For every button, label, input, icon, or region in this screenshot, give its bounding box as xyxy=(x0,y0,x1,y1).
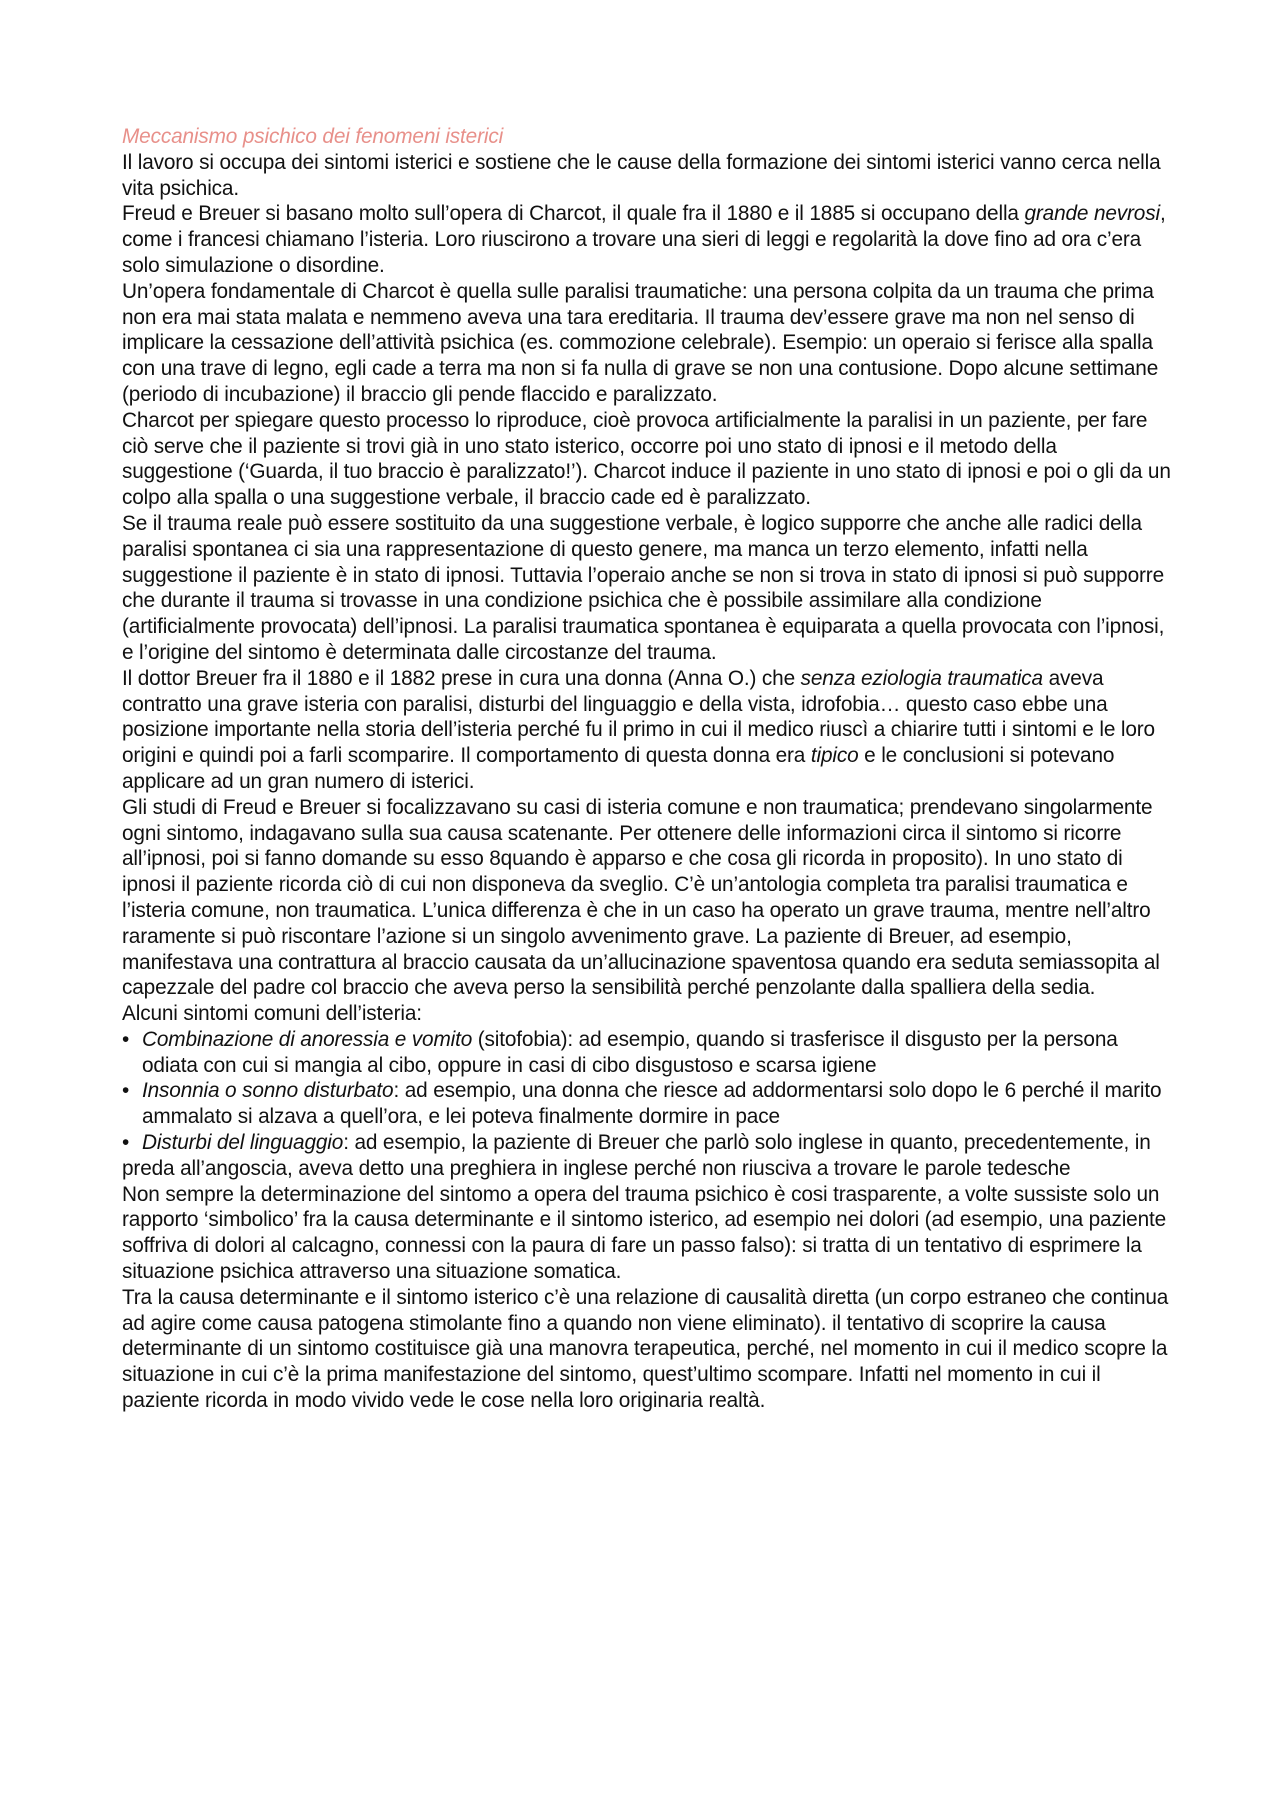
paragraph-text: Il dottor Breuer fra il 1880 e il 1882 prese in cura una donna (Anna O.) che xyxy=(122,666,801,690)
section-title: Meccanismo psichico dei fenomeni isterici xyxy=(122,125,504,148)
list-item xyxy=(122,1027,1172,1079)
paragraph-intro: Il lavoro si occupa dei sintomi isterici e sostiene che le cause della formazione dei sintomi isterici vanno cerca nella vita psichica. xyxy=(122,150,1161,200)
list-item-text: : ad esempio, la paziente di Breuer che parlò solo inglese in quanto, precedentemente, in preda all’angoscia, aveva detto una preghiera in inglese perché non riusciva a trovare le parole tedesche xyxy=(122,1131,1151,1180)
symptom-list xyxy=(122,1027,1172,1182)
list-item xyxy=(122,1130,1172,1182)
paragraph-anna-o xyxy=(122,666,1172,795)
paragraph-charcot-grande-nevrosi xyxy=(122,201,1172,278)
list-item xyxy=(122,1078,1172,1130)
italic-term: grande nevrosi xyxy=(1024,202,1160,226)
bullet-marker: • xyxy=(122,1027,130,1051)
paragraph-rapporto-simbolico: Non sempre la determinazione del sintomo a opera del trauma psichico è cosi trasparente, a volte sussiste solo un rapporto ‘simbolico’ fra la causa determinante e il sintomo isterico, ad esempio nei dolori (ad esempio, una paziente soffriva di dolori al calcagno, connessi con la paura di fare un passo falso): si tratta di un tentativo di esprimere la situazione psichica attraverso una situazione somatica. xyxy=(122,1182,1167,1284)
list-intro: Alcuni sintomi comuni dell’isteria: xyxy=(122,1002,422,1026)
list-item-text: (sitofobia): ad esempio, quando si trasferisce il disgusto per la persona odiata con cui si mangia al cibo, oppure in casi di cibo disgustoso e scarsa igiene xyxy=(142,1027,1118,1077)
paragraph-paralisi-traumatiche: Un’opera fondamentale di Charcot è quella sulle paralisi traumatiche: una persona colpita da un trauma che prima non era mai stata malata e nemmeno aveva una tara ereditaria. Il trauma dev’essere grave ma non nel senso di implicare la cessazione dell’attività psichica (es. commozione celebrale). Esempio: un operaio si ferisce alla spalla con una trave di legno, egli cade a terra ma non si fa nulla di grave se non una contusione. Dopo alcune settimane (periodo di incubazione) il braccio gli pende flaccido e paralizzato. xyxy=(122,279,1159,406)
document-page xyxy=(122,124,1172,1414)
paragraph-text: aveva contratto una grave isteria con paralisi, disturbi del linguaggio e della vista, idrofobia… questo caso ebbe una posizione importante nella storia dell’isteria perché fu il primo in cui il medico riuscì a chiarire tutti i sintomi e le loro origini e quindi poi a farli scomparire. Il comportamento di questa donna era xyxy=(122,666,1155,768)
italic-term: Combinazione di anoressia e vomito xyxy=(142,1027,473,1051)
paragraph-text: e le conclusioni si potevano applicare ad un gran numero di isterici. xyxy=(122,744,1115,793)
paragraph-isteria-comune: Gli studi di Freud e Breuer si focalizzavano su casi di isteria comune e non traumatica; prendevano singolarmente ogni sintomo, indagavano sulla sua causa scatenante. Per ottenere delle informazioni circa il sintomo si ricorre all’ipnosi, poi si fanno domande su esso 8quando è apparso e che cosa gli ricorda in proposito). In uno stato di ipnosi il paziente ricorda ciò di cui non disponeva da sveglio. C’è un’antologia completa tra paralisi traumatica e l’isteria comune, non traumatica. L’unica differenza è che in un caso ha operato un grave trauma, mentre nell’altro raramente si può riscontare l’azione si un singolo avvenimento grave. La paziente di Breuer, ad esempio, manifestava una contrattura al braccio causata da un’allucinazione spaventosa quando era seduta semiassopita al capezzale del padre col braccio che aveva perso la sensibilità perché penzolante dalla spalliera della sedia. xyxy=(122,795,1160,1000)
paragraph-text: , come i francesi chiamano l’isteria. Loro riuscirono a trovare una sieri di leggi e regolarità la dove fino ad ora c’era solo simulazione o disordine. xyxy=(122,202,1166,277)
italic-term: tipico xyxy=(810,744,859,768)
paragraph-text: Freud e Breuer si basano molto sull’opera di Charcot, il quale fra il 1880 e il 1885 si occupano della xyxy=(122,202,1025,226)
bullet-marker: • xyxy=(122,1079,130,1103)
bullet-marker: • xyxy=(122,1131,130,1155)
paragraph-charcot-ipnosi: Charcot per spiegare questo processo lo riproduce, cioè provoca artificialmente la paralisi in un paziente, per fare ciò serve che il paziente si trovi già in uno stato isterico, occorre poi uno stato di ipnosi e il metodo della suggestione (‘Guarda, il tuo braccio è paralizzato!’). Charcot induce il paziente in uno stato di ipnosi e poi o gli da un colpo alla spalla o una suggestione verbale, il braccio cade ed è paralizzato. xyxy=(122,408,1171,510)
italic-term: Insonnia o sonno disturbato xyxy=(142,1079,394,1103)
italic-term: Disturbi del linguaggio xyxy=(142,1131,344,1155)
paragraph-causalita-diretta: Tra la causa determinante e il sintomo isterico c’è una relazione di causalità diretta (un corpo estraneo che continua ad agire come causa patogena stimolante fino a quando non viene eliminato). il tentativo di scoprire la causa determinante di un sintomo costituisce già una manovra terapeutica, perché, nel momento in cui il medico scopre la situazione in cui c’è la prima manifestazione del sintomo, quest’ultimo scompare. Infatti nel momento in cui il paziente ricorda in modo vivido vede le cose nella loro originaria realtà. xyxy=(122,1285,1169,1413)
list-item-text: : ad esempio, una donna che riesce ad addormentarsi solo dopo le 6 perché il marito ammalato si alzava a quell’ora, e lei poteva finalmente dormire in pace xyxy=(142,1079,1162,1129)
italic-term: senza eziologia traumatica xyxy=(800,666,1043,690)
paragraph-suggestione-verbale: Se il trauma reale può essere sostituito da una suggestione verbale, è logico supporre che anche alle radici della paralisi spontanea ci sia una rappresentazione di questo genere, ma manca un terzo elemento, infatti nella suggestione il paziente è in stato di ipnosi. Tuttavia l’operaio anche se non si trova in stato di ipnosi si può supporre che durante il trauma si trovasse in una condizione psichica che è possibile assimilare alla condizione (artificialmente provocata) dell’ipnosi. La paralisi traumatica spontanea è equiparata a quella provocata con l’ipnosi, e l’origine del sintomo è determinata dalle circostanze del trauma. xyxy=(122,511,1165,664)
